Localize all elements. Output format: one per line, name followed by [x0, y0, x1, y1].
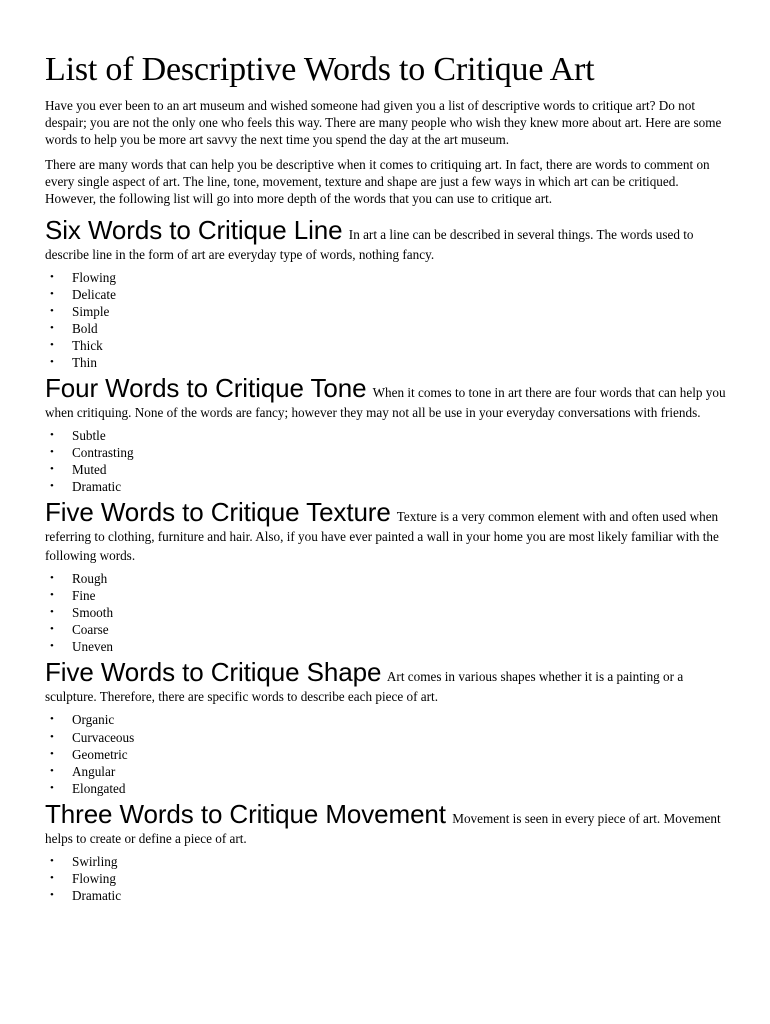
- section-heading: Five Words to Critique Texture: [45, 496, 391, 527]
- list-item: [45, 354, 730, 371]
- word-list: [45, 711, 730, 796]
- bullet-icon: •: [50, 764, 54, 777]
- bullet-icon: •: [50, 288, 54, 301]
- list-item-label: Bold: [72, 321, 98, 337]
- list-item-label: Fine: [72, 588, 96, 604]
- list-item: [45, 638, 730, 655]
- bullet-icon: •: [50, 854, 54, 867]
- list-item: [45, 461, 730, 478]
- list-item: [45, 570, 730, 587]
- section-heading: Four Words to Critique Tone: [45, 372, 367, 403]
- list-item: [45, 478, 730, 495]
- list-item-label: Angular: [72, 763, 116, 779]
- bullet-icon: •: [50, 462, 54, 475]
- list-item-label: Rough: [72, 570, 108, 586]
- section-paragraph: [45, 215, 730, 264]
- list-item: [45, 269, 730, 286]
- list-item-label: Uneven: [72, 639, 114, 655]
- list-item-label: Dramatic: [72, 478, 122, 494]
- bullet-icon: •: [50, 713, 54, 726]
- list-item-label: Geometric: [72, 746, 128, 762]
- section-heading: Six Words to Critique Line: [45, 215, 343, 245]
- word-list: [45, 427, 730, 495]
- bullet-icon: •: [50, 640, 54, 653]
- list-item-label: Thick: [72, 338, 103, 354]
- section-shape: [45, 657, 730, 796]
- section-line: [45, 215, 730, 372]
- list-item: [45, 621, 730, 638]
- list-item-label: Simple: [72, 304, 110, 320]
- bullet-icon: •: [50, 889, 54, 902]
- word-list: [45, 853, 730, 904]
- bullet-icon: •: [50, 479, 54, 492]
- section-description: When it comes to tone in art there are four words that can help you when critiquing. None of the words are fancy; however they may not all be use in your everyday conversations with friends.: [45, 384, 726, 420]
- list-item: [45, 337, 730, 354]
- section-paragraph: [45, 657, 730, 706]
- bullet-icon: •: [50, 871, 54, 884]
- section-description: Art comes in various shapes whether it is a painting or a sculpture. Therefore, there are specific words to describe each piece of art.: [45, 669, 684, 705]
- bullet-icon: •: [50, 356, 54, 369]
- bullet-icon: •: [50, 305, 54, 318]
- list-item: [45, 604, 730, 621]
- list-item: [45, 853, 730, 870]
- list-item: [45, 303, 730, 320]
- list-item: [45, 587, 730, 604]
- list-item: [45, 444, 730, 461]
- list-item: [45, 746, 730, 763]
- section-description: Movement is seen in every piece of art. Movement helps to create or define a piece of art.: [45, 810, 721, 846]
- bullet-icon: •: [50, 428, 54, 441]
- section-paragraph: [45, 497, 730, 565]
- list-item: [45, 870, 730, 887]
- bullet-icon: •: [50, 730, 54, 743]
- document-page: [45, 50, 730, 904]
- list-item-label: Delicate: [72, 287, 116, 303]
- list-item-label: Swirling: [72, 853, 118, 869]
- list-item-label: Organic: [72, 712, 115, 728]
- bullet-icon: •: [50, 445, 54, 458]
- word-list: [45, 269, 730, 372]
- bullet-icon: •: [50, 781, 54, 794]
- section-heading: Five Words to Critique Shape: [45, 657, 382, 688]
- section-paragraph: [45, 373, 730, 422]
- section-movement: [45, 799, 730, 904]
- section-heading: Three Words to Critique Movement: [45, 798, 446, 829]
- list-item-label: Smooth: [72, 605, 114, 621]
- list-item-label: Contrasting: [72, 444, 134, 460]
- list-item-label: Flowing: [72, 270, 116, 285]
- word-list: [45, 570, 730, 655]
- list-item: [45, 427, 730, 444]
- list-item: [45, 729, 730, 746]
- section-paragraph: [45, 799, 730, 848]
- list-item-label: Curvaceous: [72, 729, 135, 745]
- bullet-icon: •: [50, 271, 54, 283]
- list-item: [45, 887, 730, 904]
- section-description: Texture is a very common element with and often used when referring to clothing, furniture and hair. Also, if you have ever painted a wall in your home you are most likely familiar with the following words.: [45, 508, 719, 563]
- bullet-icon: •: [50, 747, 54, 760]
- list-item: [45, 763, 730, 780]
- bullet-icon: •: [50, 606, 54, 619]
- list-item-label: Coarse: [72, 622, 109, 638]
- list-item-label: Elongated: [72, 780, 126, 796]
- section-description: In art a line can be described in several things. The words used to describe line in the form of art are everyday type of words, nothing fancy.: [45, 227, 694, 262]
- list-item: [45, 320, 730, 337]
- list-item-label: Thin: [72, 355, 97, 371]
- bullet-icon: •: [50, 322, 54, 335]
- list-item-label: Flowing: [72, 870, 116, 886]
- bullet-icon: •: [50, 339, 54, 352]
- page-title: List of Descriptive Words to Critique Art: [45, 51, 595, 88]
- list-item: [45, 286, 730, 303]
- list-item-label: Muted: [72, 461, 107, 477]
- list-item-label: Dramatic: [72, 888, 122, 904]
- bullet-icon: •: [50, 571, 54, 584]
- section-tone: [45, 373, 730, 495]
- bullet-icon: •: [50, 589, 54, 602]
- intro-paragraph-1: Have you ever been to an art museum and wished someone had given you a list of descriptive words to critique art? Do not despair; you are not the only one who feels this way. There are many people who wish they knew more about art. Here are some words to help you be more art savvy the next time you spend the day at the art museum.: [45, 98, 722, 147]
- intro-paragraph-2: There are many words that can help you be descriptive when it comes to critiquing art. In fact, there are words to comment on every single aspect of art. The line, tone, movement, texture and shape are just a few ways in which art can be critiqued. However, the following list will go into more depth of the words that you can use to critique art.: [45, 157, 710, 206]
- list-item-label: Subtle: [72, 427, 106, 443]
- list-item: [45, 780, 730, 797]
- section-texture: [45, 497, 730, 655]
- bullet-icon: •: [50, 623, 54, 636]
- list-item: [45, 711, 730, 728]
